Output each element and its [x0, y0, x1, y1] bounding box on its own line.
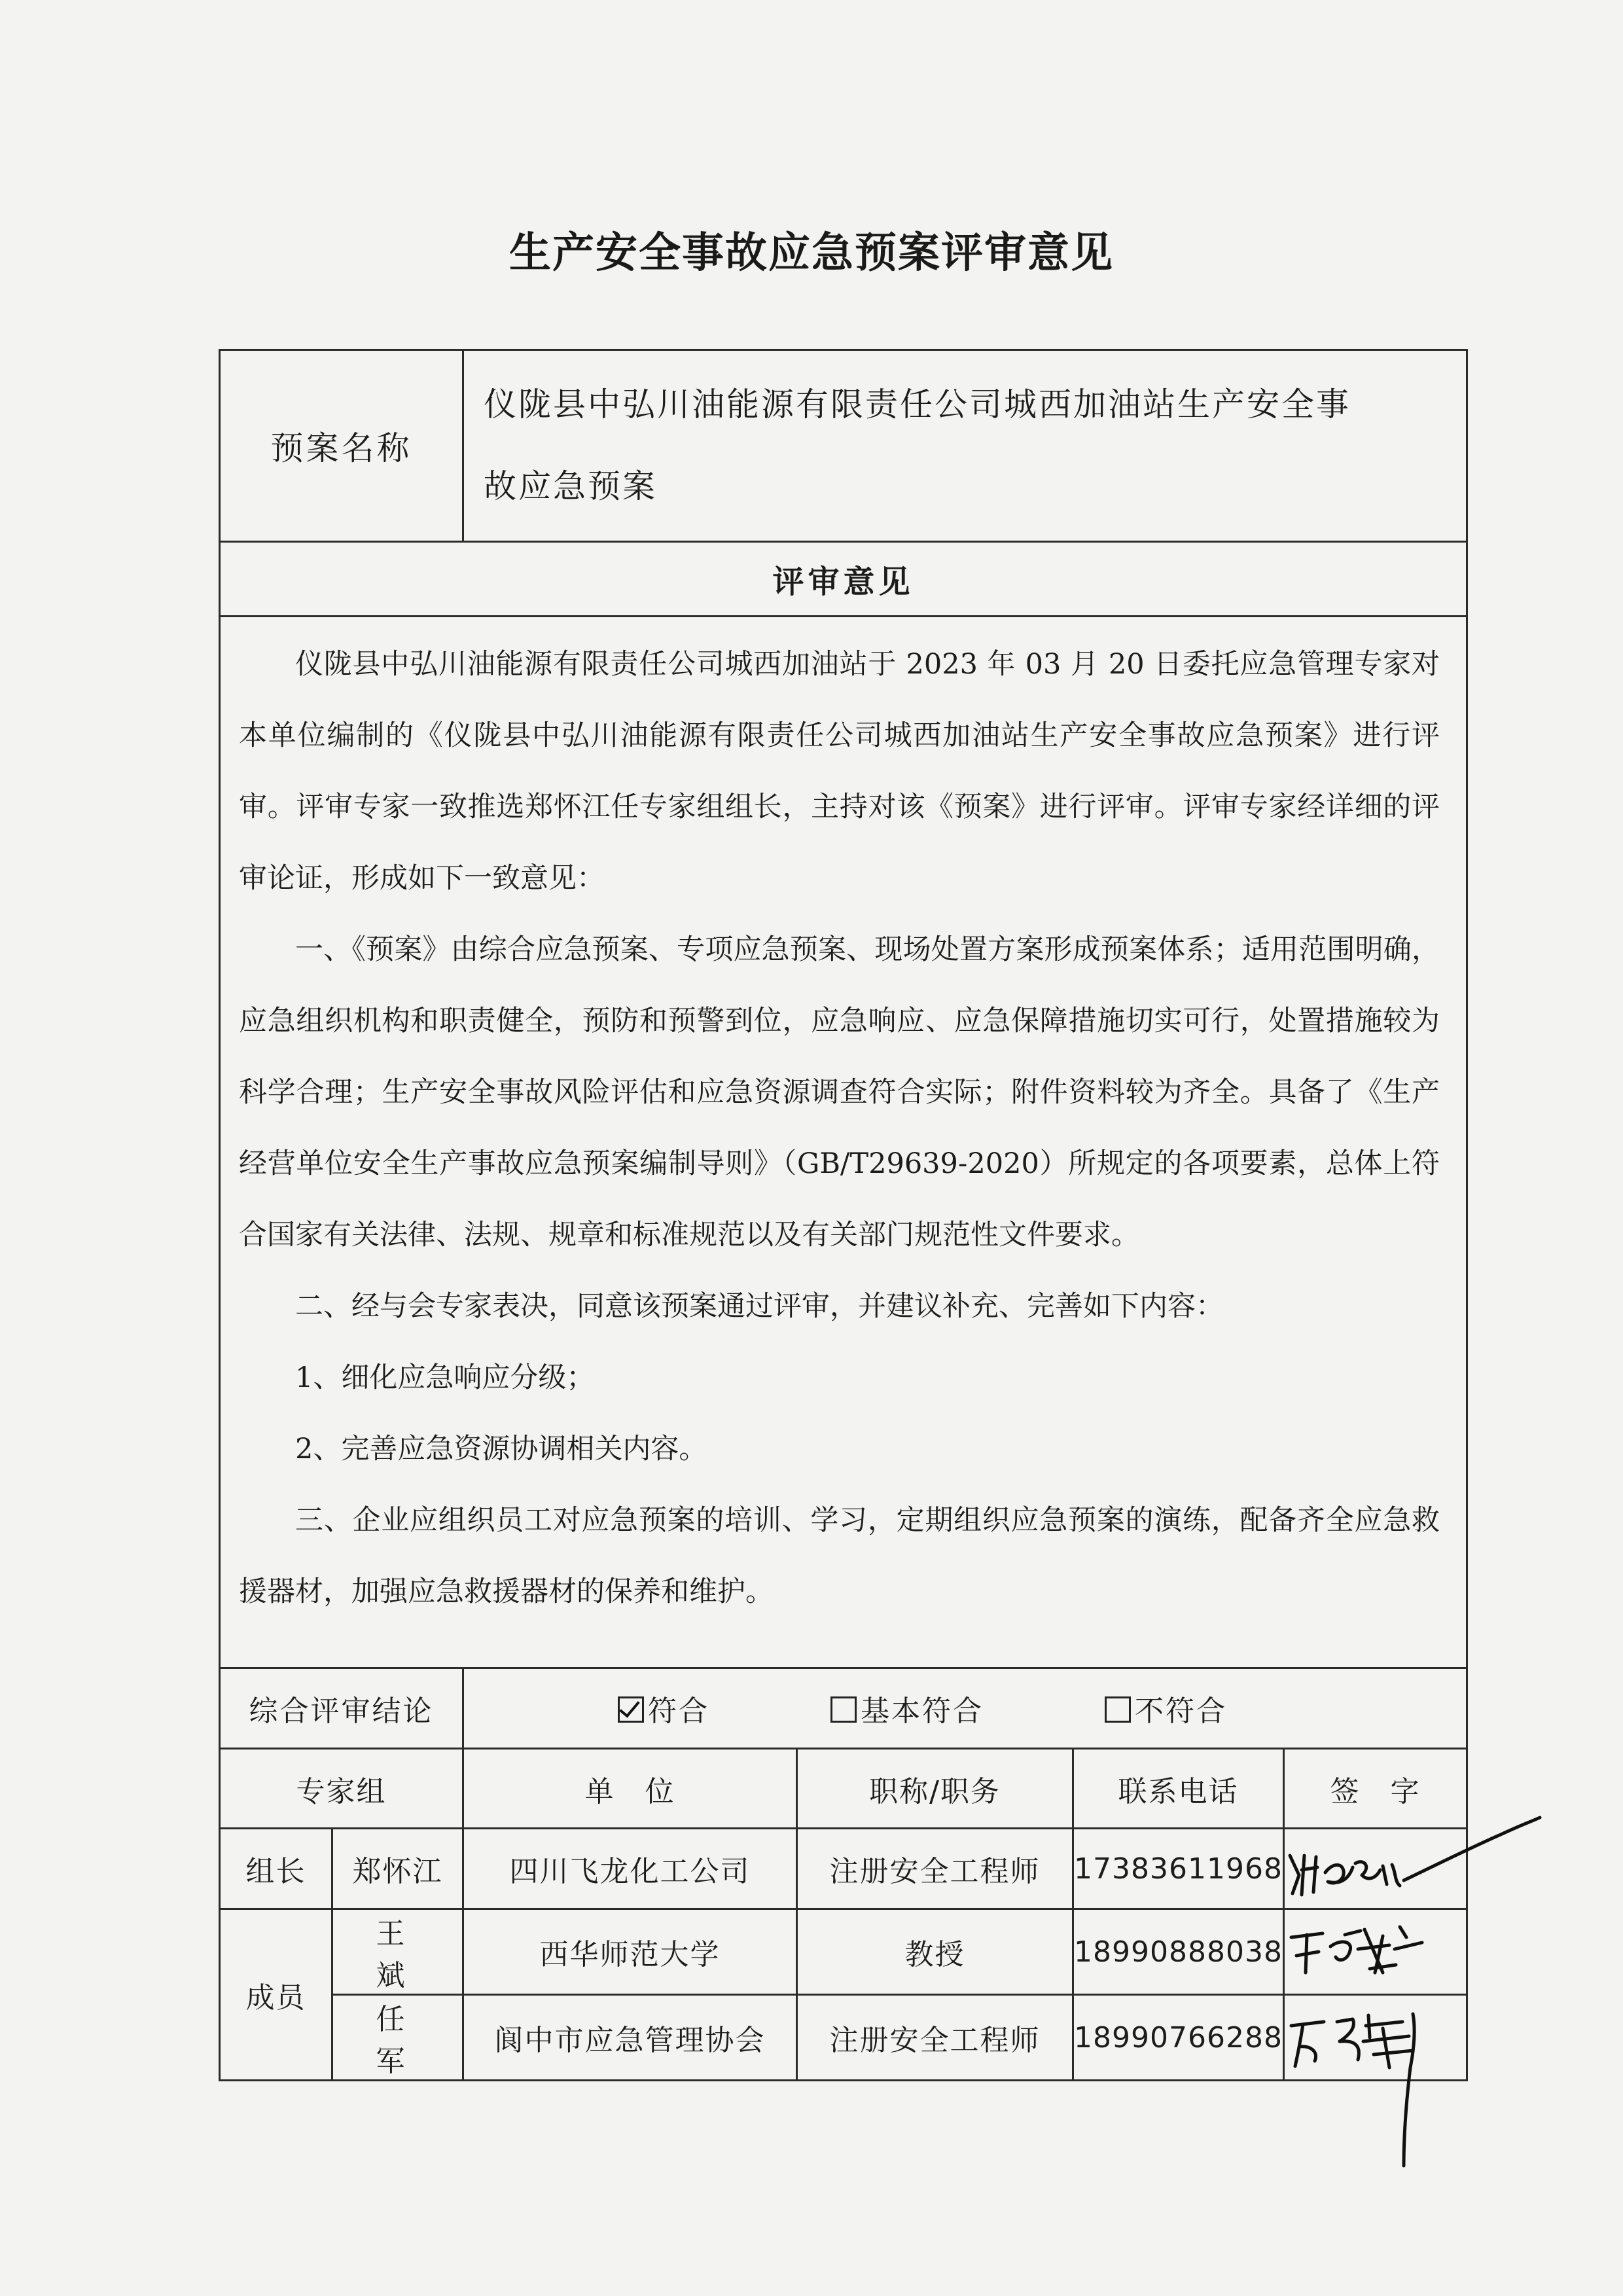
expert-phone: 17383611968 [1073, 1829, 1284, 1909]
expert-row-member-1 [220, 1909, 1467, 1995]
header-expert-group: 专家组 [220, 1749, 463, 1829]
header-signature: 签 字 [1284, 1749, 1467, 1829]
handwritten-signature-icon [1285, 1829, 1560, 1921]
page-title: 生产安全事故应急预案评审意见 [509, 229, 1114, 278]
expert-row-member-2 [220, 1995, 1467, 2081]
conclusion-option-pass[interactable]: 符合 [618, 1687, 709, 1729]
review-paragraph: 一、《预案》由综合应急预案、专项应急预案、现场处置方案形成预案体系；适用范围明确，应急组织机构和职责健全，预防和预警到位，应急响应、应急保障措施切实可行，处置措施较为科学合理；生产安全事故风险评估和应急资源调查符合实际；附件资料较为齐全。具备了《生产经营单位安全生产事故应急预案编制导则》（GB/T29639-2020）所规定的各项要素，总体上符合国家有关法律、法规、规章和标准规范以及有关部门规范性文件要求。 [239, 933, 1440, 1251]
expert-name: 郑怀江 [332, 1829, 463, 1909]
review-opinion-body [220, 617, 1467, 1668]
review-body-row [220, 617, 1467, 1668]
conclusion-options [463, 1668, 1467, 1749]
review-paragraph: 二、经与会专家表决，同意该预案通过评审，并建议补充、完善如下内容： [295, 1290, 1224, 1323]
review-paragraph: 三、企业应组织员工对应急预案的培训、学习，定期组织应急预案的演练，配备齐全应急救援器材，加强应急救援器材的保养和维护。 [239, 1504, 1440, 1608]
expert-title: 注册安全工程师 [797, 1995, 1073, 2081]
header-unit: 单 位 [463, 1749, 797, 1829]
checkbox-empty-icon[interactable] [1105, 1696, 1131, 1723]
signature-cell [1284, 1829, 1467, 1909]
checkbox-empty-icon[interactable] [830, 1696, 857, 1723]
expert-unit: 四川飞龙化工公司 [463, 1829, 797, 1909]
conclusion-option-fail[interactable]: 不符合 [1105, 1687, 1227, 1729]
member-label: 成员 [220, 1909, 332, 2081]
expert-row-leader [220, 1829, 1467, 1909]
expert-title: 注册安全工程师 [797, 1829, 1073, 1909]
review-heading-row [220, 542, 1467, 617]
signature-cell [1284, 1909, 1467, 1995]
expert-name: 王 斌 [332, 1909, 463, 1995]
review-heading: 评审意见 [220, 542, 1467, 617]
plan-name-line-1: 仪陇县中弘川油能源有限责任公司城西加油站生产安全事 [484, 386, 1351, 423]
review-paragraph: 1、细化应急响应分级； [295, 1361, 595, 1394]
review-form-table [219, 349, 1468, 2081]
expert-phone: 18990888038 [1073, 1909, 1284, 1995]
review-paragraph: 2、完善应急资源协调相关内容。 [295, 1433, 707, 1465]
handwritten-signature-icon [1285, 1910, 1481, 2001]
conclusion-option-basic-pass[interactable]: 基本符合 [830, 1687, 984, 1729]
plan-name-value [463, 350, 1467, 542]
header-title: 职称/职务 [797, 1749, 1073, 1829]
leader-label: 组长 [220, 1829, 332, 1909]
checkbox-checked-icon[interactable] [618, 1696, 644, 1723]
handwritten-signature-icon [1285, 1996, 1481, 2192]
expert-unit: 西华师范大学 [463, 1909, 797, 1995]
review-paragraph: 仪陇县中弘川油能源有限责任公司城西加油站于 2023 年 03 月 20 日委托应急管理专家对本单位编制的《仪陇县中弘川油能源有限责任公司城西加油站生产安全事故应急预案》进行评审。评审专家一致推选郑怀江任专家组组长，主持对该《预案》进行评审。评审专家经详细的评审论证，形成如下一致意见： [239, 648, 1440, 895]
expert-name: 任 军 [332, 1995, 463, 2081]
header-phone: 联系电话 [1073, 1749, 1284, 1829]
conclusion-label: 综合评审结论 [220, 1668, 463, 1749]
plan-name-line-2: 故应急预案 [484, 467, 657, 505]
expert-unit: 阆中市应急管理协会 [463, 1995, 797, 2081]
expert-phone: 18990766288 [1073, 1995, 1284, 2081]
expert-title: 教授 [797, 1909, 1073, 1995]
plan-name-label: 预案名称 [220, 350, 463, 542]
conclusion-row [220, 1668, 1467, 1749]
expert-header-row [220, 1749, 1467, 1829]
signature-cell [1284, 1995, 1467, 2081]
plan-name-row [220, 350, 1467, 542]
